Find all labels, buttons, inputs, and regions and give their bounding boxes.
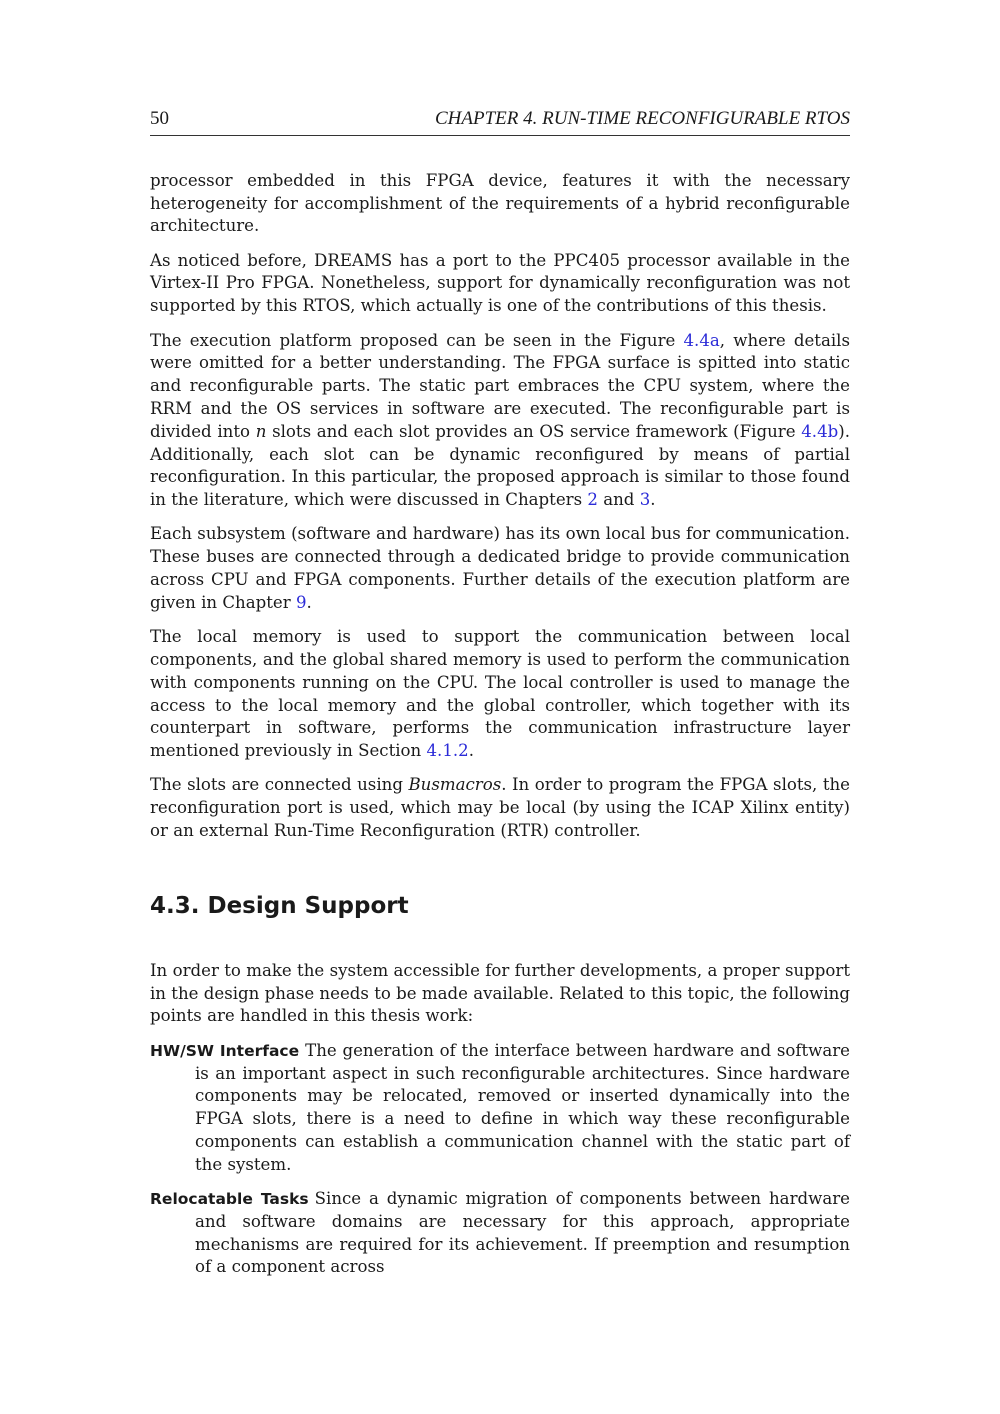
text-run: and [597, 490, 640, 510]
paragraph: processor embedded in this FPGA device, features it with the necessary heterogeneity for accomplishment of the requirements of a hybrid reconfigurable architecture. [150, 170, 850, 236]
paragraph [150, 330, 850, 512]
text-run: , where details were omitted for a better understanding. The FPGA surface is spitted into static and reconfigurable parts. The static part embraces the CPU system, where the RRM and the OS services in software are executed. The reconfigurable part is divided into [150, 330, 851, 441]
text-run: . [468, 741, 475, 761]
emphasis: Busmacros [408, 775, 502, 795]
paragraph: As noticed before, DREAMS has a port to the PPC405 processor available in the Virtex-II Pro FPGA. Nonetheless, support for dynamically reconfiguration was not supported by this RTOS, which actually is one of the contributions of this thesis. [150, 250, 850, 316]
item-text: Since a dynamic migration of components between hardware and software domains are necessary for this approach, appropriate mechanisms are required for its achievement. If preemption and resumption of a component across [195, 1188, 850, 1277]
item-term: HW/SW Interface [150, 1041, 300, 1060]
chapter-link[interactable]: 9 [295, 592, 307, 612]
description-item [150, 1040, 850, 1177]
chapter-link[interactable]: 2 [587, 490, 598, 510]
running-header [150, 108, 850, 136]
figure-link[interactable]: 4.4b [801, 421, 839, 441]
text-run: . In order to program the FPGA slots, the reconfiguration port is used, which may be local (by using the ICAP Xilinx entity) or an external Run-Time Reconfiguration (RTR) controller. [150, 775, 851, 841]
paragraph [150, 626, 850, 763]
chapter-link[interactable]: 3 [639, 490, 651, 510]
description-item [150, 1188, 850, 1279]
running-title: CHAPTER 4. RUN-TIME RECONFIGURABLE RTOS [435, 108, 850, 129]
text-run: The slots are connected using [150, 775, 409, 795]
section-link[interactable]: 4.1.2 [426, 741, 469, 761]
text-run: . [650, 490, 656, 510]
text-run: The execution platform proposed can be seen in the Figure [150, 330, 684, 350]
text-run: . [306, 592, 312, 612]
paragraph [150, 523, 850, 614]
figure-link[interactable]: 4.4a [683, 330, 720, 350]
math-variable: n [255, 421, 267, 441]
paragraph [150, 774, 850, 842]
text-run: slots and each slot provides an OS service framework (Figure [266, 421, 802, 441]
text-run: The local memory is used to support the communication between local components, and the global shared memory is used to perform the communication with components running on the CPU. The local controller is used to manage the access to the local memory and the global controller, which together with its counterpart in software, performs the communication infrastructure layer mentioned previously in Section [150, 627, 850, 761]
item-term: Relocatable Tasks [150, 1189, 309, 1208]
text-run: ). Additionally, each slot can be dynamic reconfigured by means of partial reconfiguration. In this particular, the proposed approach is similar to those found in the literature, which were discussed in Chapters [150, 421, 850, 510]
item-text: The generation of the interface between hardware and software is an important aspect in such reconfigurable architectures. Since hardware components may be relocated, removed or inserted dynamically into the FPGA slots, there is a need to define in which way these reconfigurable components can establish a communication channel with the static part of the system. [195, 1040, 850, 1174]
section-heading: 4.3. Design Support [150, 892, 409, 919]
page-number: 50 [150, 108, 169, 129]
text-run: Each subsystem (software and hardware) has its own local bus for communication. These buses are connected through a dedicated bridge to provide communication across CPU and FPGA components. Further details of the execution platform are given in Chapter [150, 524, 850, 612]
section-intro: In order to make the system accessible for further developments, a proper support in the design phase needs to be made available. Related to this topic, the following points are handled in this thesis work: [150, 960, 850, 1026]
document-page [150, 108, 850, 1291]
